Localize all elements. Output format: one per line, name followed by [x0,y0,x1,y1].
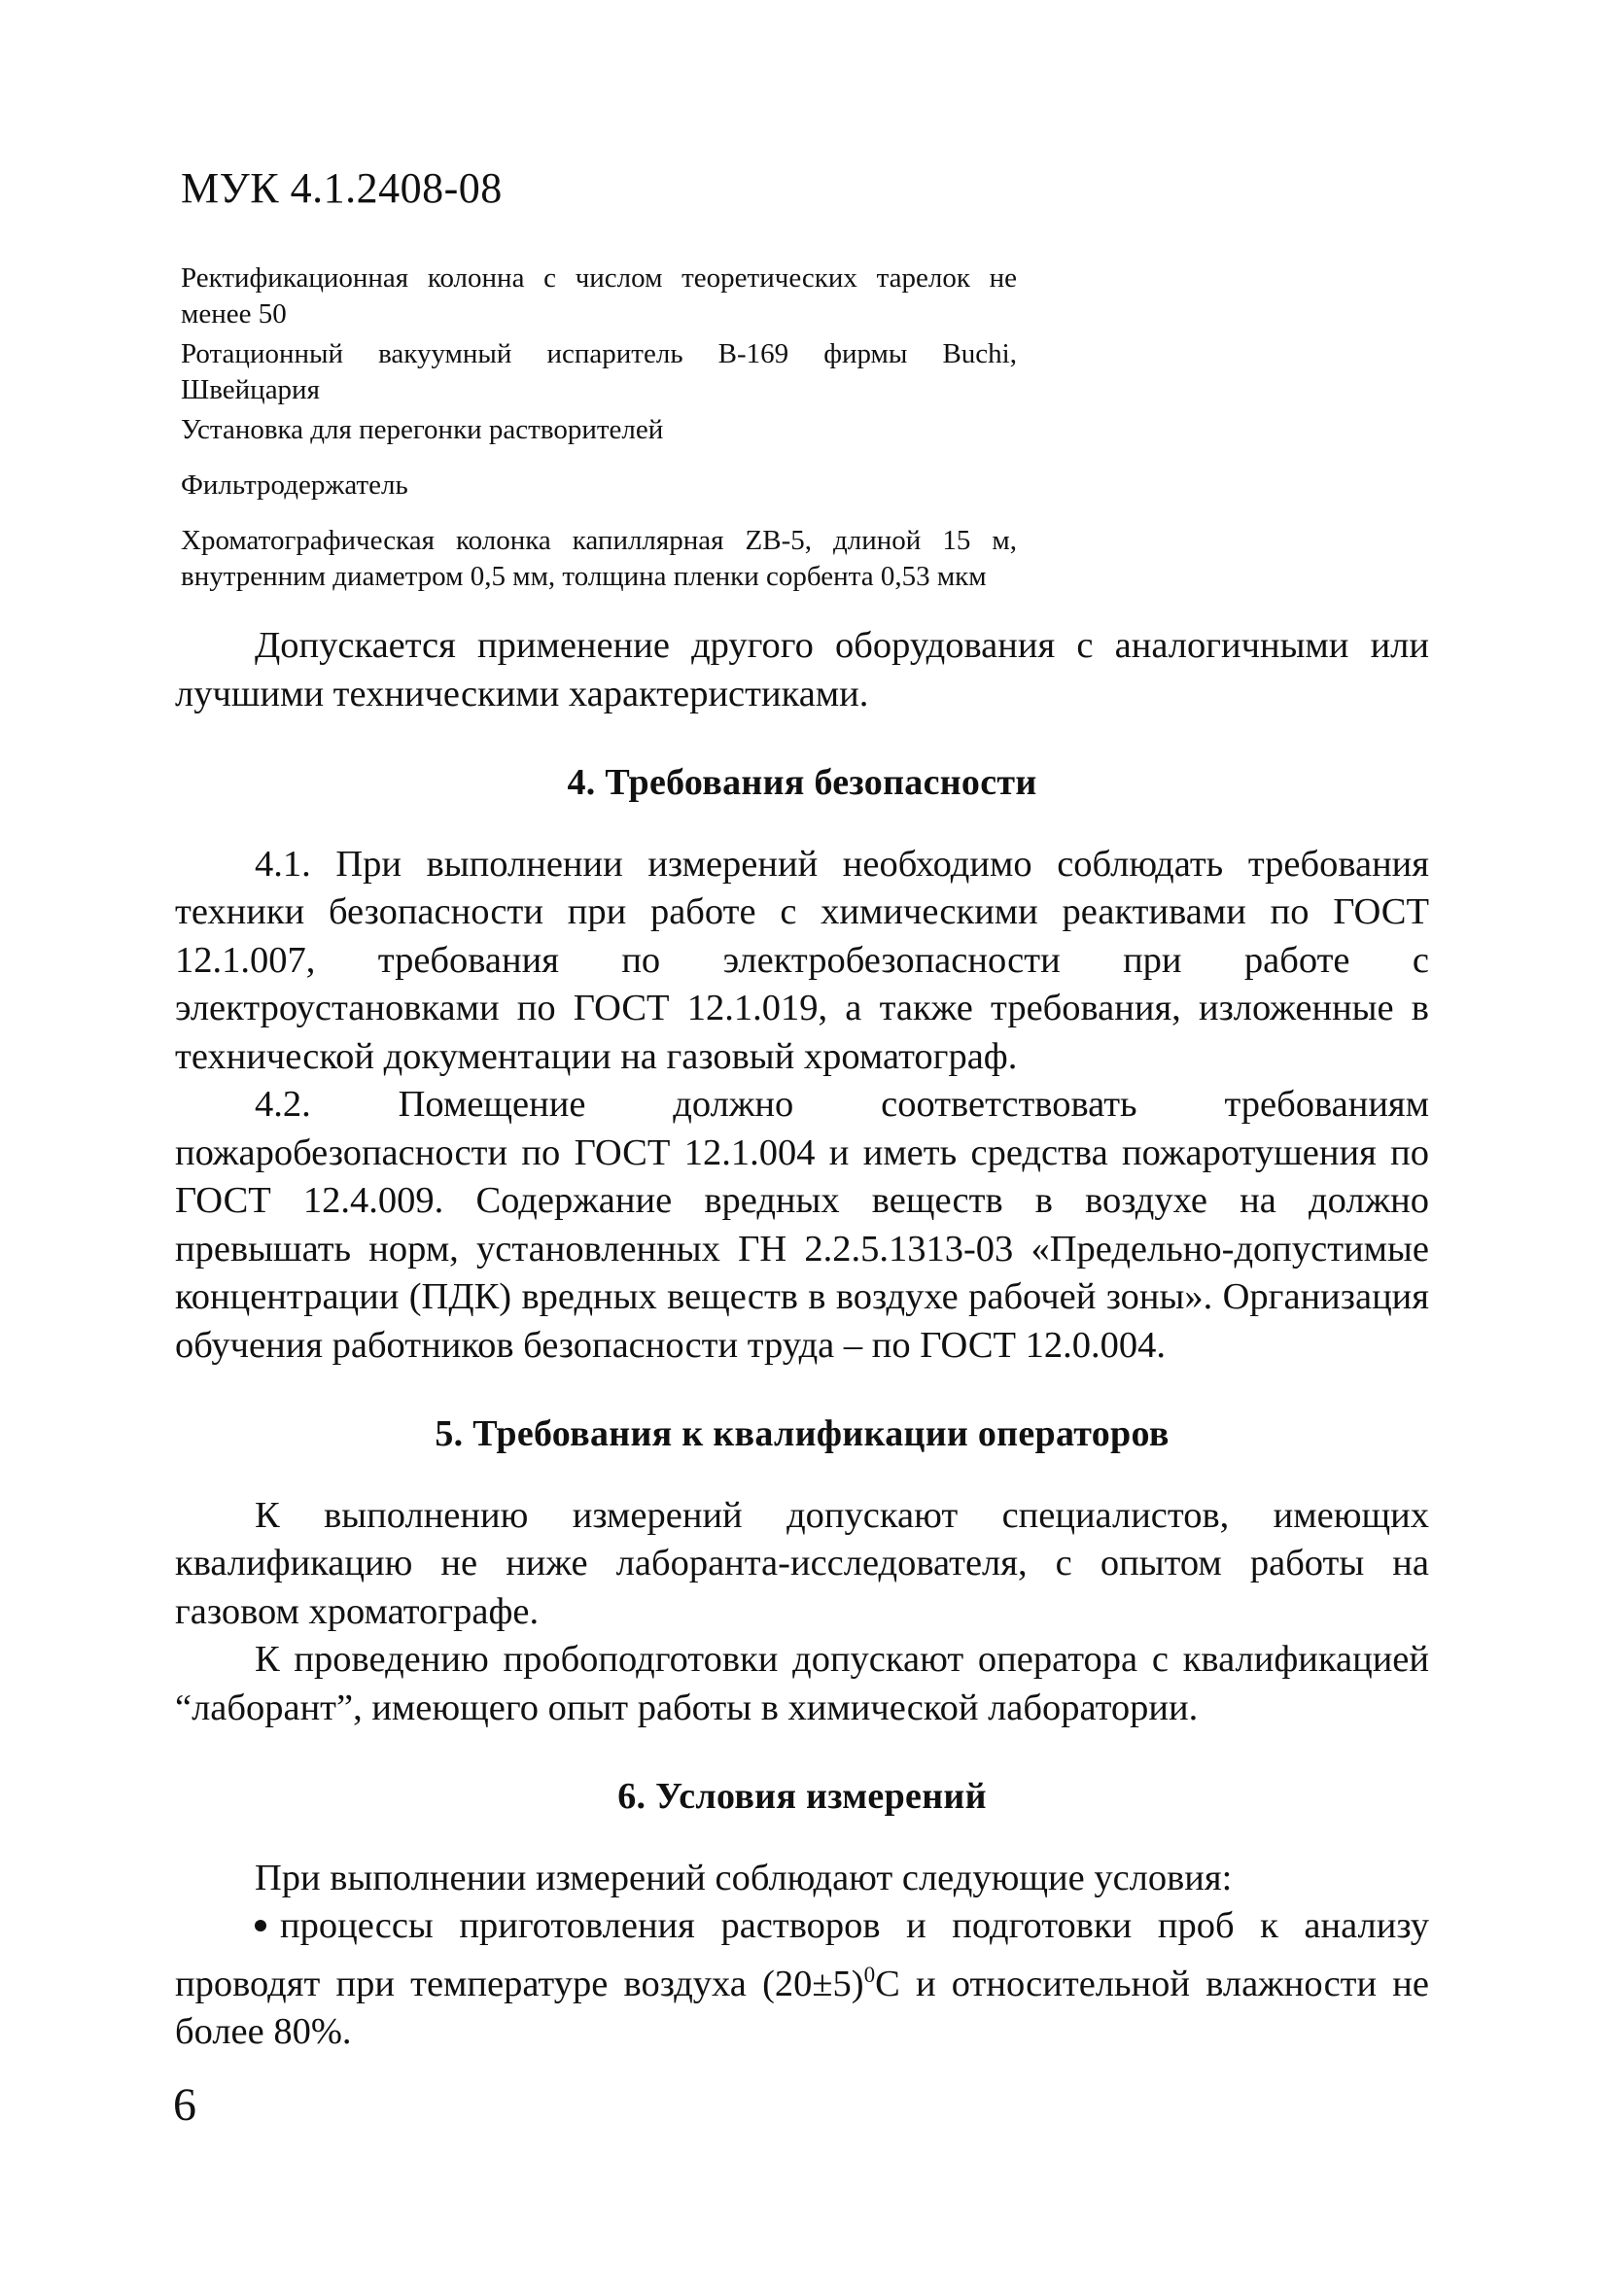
section-4-heading: 4. Требования безопасности [567,762,1037,803]
equipment-item: Хроматографическая колонка капиллярная ZB-5, длиной 15 м, внутренним диаметром 0,5 мм, толщина пленки сорбента 0,53 мкм [181,525,1017,592]
section-5-paragraph-1: К выполнению измерений допускают специалистов, имеющих квалификацию не ниже лаборанта-исследователя, с опытом работы на газовом хроматографе. [175,1494,1429,1632]
page-number: 6 [173,2079,196,2131]
document-body [175,622,1429,2056]
section-6-heading: 6. Условия измерений [617,1776,987,1817]
bullet-icon [255,1920,266,1931]
equipment-item: Ротационный вакуумный испаритель В-169 фирмы Buchi, Швейцария [181,338,1017,405]
section-6-intro: При выполнении измерений соблюдают следующие условия: [255,1857,1233,1898]
equipment-list [181,261,1017,599]
equipment-note: Допускается применение другого оборудования с аналогичными или лучшими техническими характеристиками. [175,625,1429,714]
equipment-item: Установка для перегонки растворителей [181,414,664,445]
section-5-heading: 5. Требования к квалификации операторов [435,1413,1170,1454]
equipment-item: Фильтродержатель [181,470,408,501]
section-6-bullet-1 [175,1902,1429,2056]
bullet-text-start: процессы приготовления растворов и подготовки проб к анализу проводят при температуре воздуха (20±5) [175,1905,1429,2004]
section-4-paragraph-2: 4.2. Помещение должно соответствовать требованиям пожаробезопасности по ГОСТ 12.1.004 и иметь средства пожаротушения по ГОСТ 12.4.009. Содержание вредных веществ в воздухе на должно превышать норм, установленных ГН 2.2.5.1313-03 «Предельно-допустимые концентрации (ПДК) вредных веществ в воздухе рабочей зоны». Организация обучения работников безопасности труда – по ГОСТ 12.0.004. [175,1084,1429,1366]
document-code-header: МУК 4.1.2408-08 [181,164,503,212]
section-5-paragraph-2: К проведению пробоподготовки допускают оператора с квалификацией “лаборант”, имеющего опыт работы в химической лаборатории. [175,1639,1429,1728]
equipment-item: Ректификационная колонна с числом теоретических тарелок не менее 50 [181,262,1017,330]
degree-superscript: 0 [863,1961,876,1987]
section-4-paragraph-1: 4.1. При выполнении измерений необходимо соблюдать требования техники безопасности при работе с химическими реактивами по ГОСТ 12.1.007, требования по электробезопасности при работе с электроустановками по ГОСТ 12.1.019, а также требования, изложенные в технической документации на газовый хроматограф. [175,843,1429,1077]
bullet-text-end: С и относительной влажности не более 80%. [175,1963,1429,2052]
